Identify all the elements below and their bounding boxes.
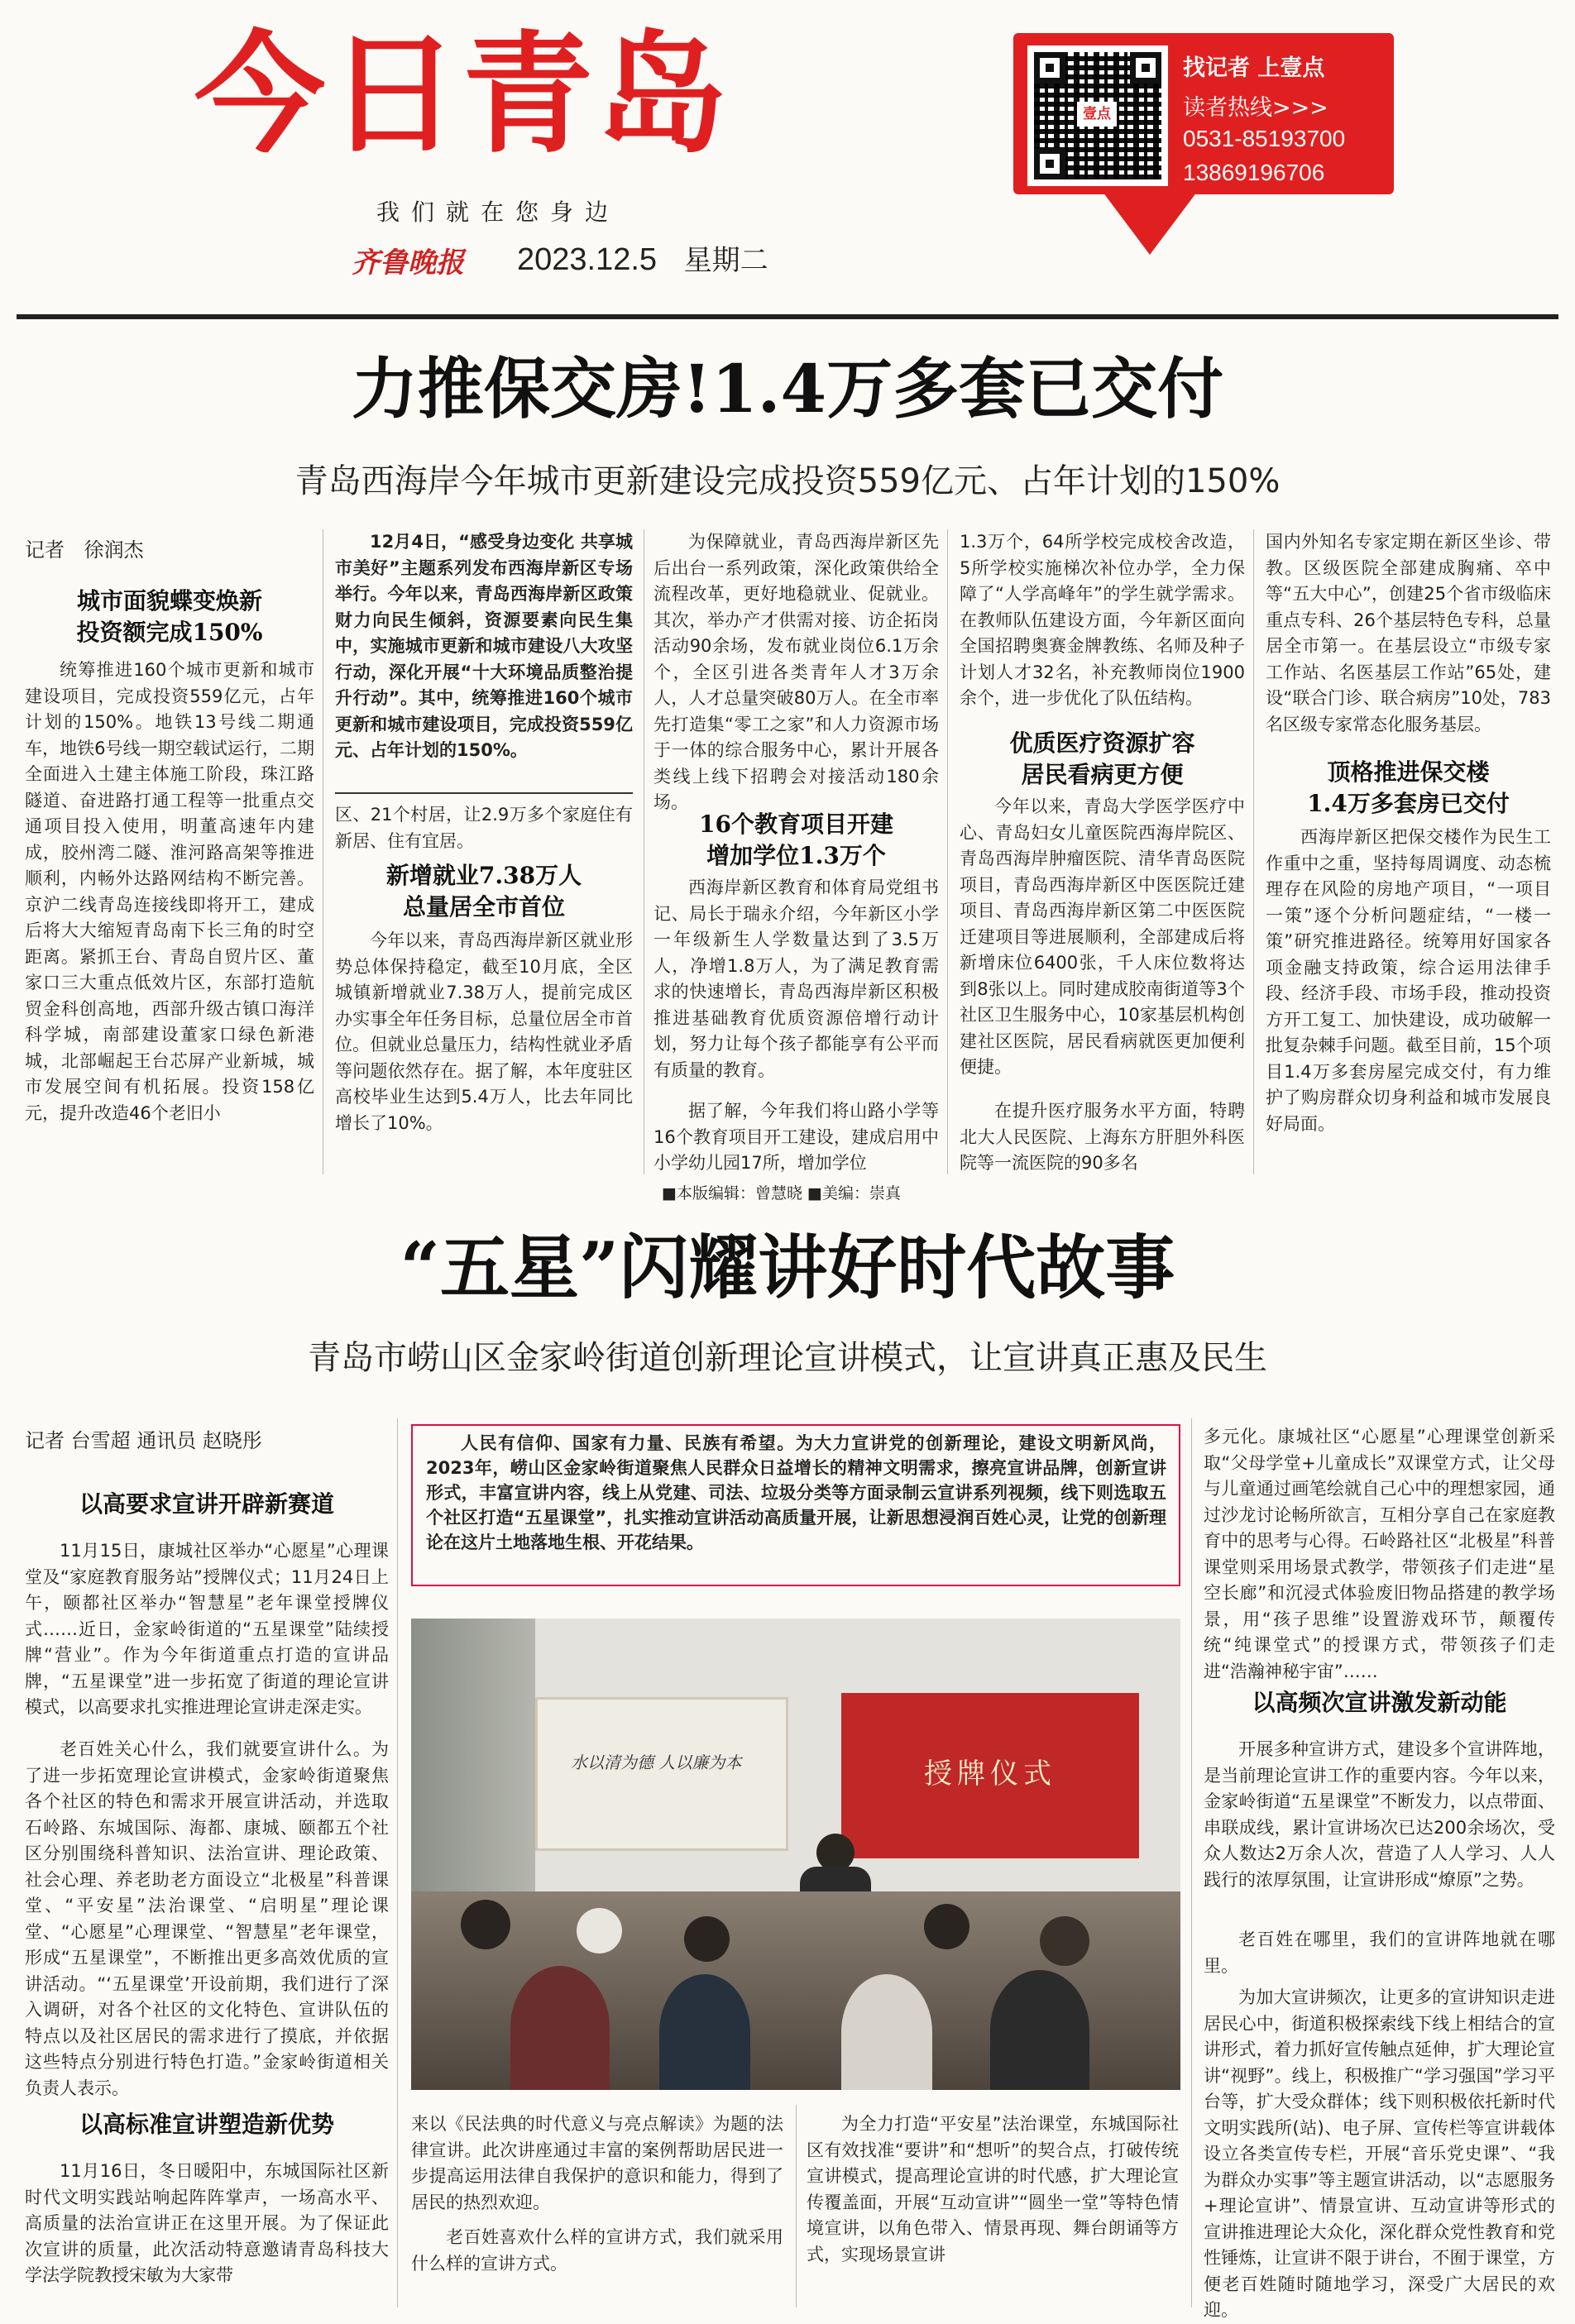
- section-heading: 以高标准宣讲塑造新优势: [79, 2111, 334, 2138]
- article-paragraph: 老百姓在哪里，我们的宣讲阵地就在哪里。: [1204, 1929, 1555, 1976]
- article-paragraph: 老百姓喜欢什么样的宣讲方式，我们就采用什么样的宣讲方式。: [411, 2227, 783, 2274]
- section-heading: 优质医疗资源扩容 居民看病更方便: [1009, 729, 1195, 788]
- page-credits: ■本版编辑：曾慧晓 ■美编：崇真: [662, 1184, 901, 1203]
- column-rule: [1191, 1418, 1192, 2307]
- issue-weekday: 星期二: [683, 244, 768, 277]
- article-paragraph: 11月15日，康城社区举办“心愿星”心理课堂及“家庭教育服务站”授牌仪式；11月24日上午，颐都社区举办“智慧星”老年课堂授牌仪式……近日，金家岭街道的“五星课堂”陆续授牌“营业”。作为今年街道重点打造的宣讲品牌，“五星课堂”进一步拓宽了街道的理论宣讲模式，以高要求扎实推进理论宣讲走深走实。: [25, 1541, 389, 1717]
- article-paragraph: 今年以来，青岛大学医学医疗中心、青岛妇女儿童医院西海岸院区、青岛西海岸肿瘤医院、清华青岛医院项目，青岛西海岸新区中医医院迁建项目、青岛西海岸新区第二中医医院迁建项目等进展顺利，全部建成后将新增床位6400张，千人床位数将达到8张以上。同时建成胶南街道等3个社区卫生服务中心，10家基层机构创建社区医院，居民看病就医更加便利便捷。: [960, 796, 1245, 1077]
- story1-subhead: 青岛西海岸今年城市更新建设完成投资559亿元、占年计划的150%: [294, 462, 1281, 500]
- section-heading: 顶格推进保交楼 1.4万多套房已交付: [1307, 758, 1510, 817]
- article-paragraph: 来以《民法典的时代意义与亮点解读》为题的法律宣讲。此次讲座通过丰富的案例帮助居民进一步提高运用法律自我保护的意识和能力，得到了居民的热烈欢迎。: [411, 2114, 783, 2212]
- article-paragraph: 11月16日，冬日暖阳中，东城国际社区新时代文明实践站响起阵阵掌声，一场高水平、高质量的法治宣讲正在这里开展。为了保证此次宣讲的质量，此次活动特意邀请青岛科技大学法学院教授宋敏为大家带: [25, 2161, 389, 2285]
- story1-byline: [25, 533, 144, 562]
- column-rule: [796, 2105, 797, 2307]
- column-rule: [1253, 529, 1254, 1174]
- masthead-title: 今日青岛: [194, 19, 730, 171]
- article-paragraph: 为保障就业，青岛西海岸新区先后出台一系列政策，深化政策供给全流程改革，更好地稳就业、促就业。其次，举办产才供需对接、访企拓岗活动90余场，发布就业岗位6.1万余个，全区引进各类青年人才3万余人，人才总量突破80万人。在全市率先打造集“零工之家”和人力资源市场于一体的综合服务中心，累计开展各类线上线下招聘会对接活动180余场。: [653, 532, 939, 812]
- section-heading: 新增就业7.38万人 总量居全市首位: [385, 862, 582, 921]
- column-rule: [947, 529, 948, 1174]
- article-paragraph: 在提升医疗服务水平方面，特聘北大人民医院、上海东方肝胆外科医院等一流医院的90多名: [960, 1101, 1245, 1173]
- section-heading: 城市面貌蝶变焕新 投资额完成150%: [76, 587, 263, 646]
- intro-divider: [335, 792, 633, 794]
- contact-box-pointer: [1100, 189, 1199, 255]
- hotline-label: 读者热线>>>: [1183, 95, 1328, 121]
- story1-byline-label: 记者: [25, 538, 65, 562]
- story1-intro: 12月4日，“感受身边变化 共享城市美好”主题系列发布西海岸新区专场举行。今年以来，青岛西海岸新区政策财力向民生倾斜，资源要素向民生集中，实施城市更新和城市建设八大攻坚行动，深化开展“十大环境品质整治提升行动”。其中，统筹推进160个城市更新和城市建设项目，完成投资559亿元、占年计划的150%。: [335, 532, 633, 760]
- projector-screen: [841, 1693, 1139, 1858]
- qr-code[interactable]: [1027, 45, 1168, 186]
- story2-headline: “五星”闪耀讲好时代故事: [400, 1227, 1175, 1308]
- story2-byline: 记者 台雪超 通讯员 赵晓彤: [25, 1429, 262, 1452]
- masthead-divider: [17, 314, 1558, 319]
- article-paragraph: 国内外知名专家定期在新区坐诊、带教。区级医院全部建成胸痛、卒中等“五大中心”，创建25个省市级临床重点专科、26个基层特色专科，总量居全市第一。在基层设立“市级专家工作站、名医基层工作站”65处，建设“联合门诊、联合病房”10处，783名区级专家常态化服务基层。: [1266, 532, 1551, 734]
- article-paragraph: 开展多种宣讲方式，建设多个宣讲阵地，是当前理论宣讲工作的重要内容。今年以来，金家岭街道“五星课堂”不断发力，以点带面、串联成线，累计宣讲场次已达200余场次，受众人数达2万余人次，营造了人人学习、人人践行的浓厚氛围，让宣讲形成“燎原”之势。: [1204, 1739, 1555, 1890]
- story2-lead: 人民有信仰、国家有力量、民族有希望。为大力宣讲党的创新理论，建设文明新风尚，2023年，崂山区金家岭街道聚焦人民群众日益增长的精神文明需求，擦亮宣讲品牌，创新宣讲形式，丰富宣讲内容，线上从党建、司法、垃圾分类等方面录制云宣讲系列视频，线下则选取五个社区打造“五星课堂”，扎实推动宣讲活动高质量开展，让新思想浸润百姓心灵，让党的创新理论在这片土地落地生根、开花结果。: [426, 1433, 1166, 1552]
- event-photo: [411, 1619, 1180, 2090]
- article-paragraph: 西海岸新区教育和体育局党组书记、局长于瑞永介绍，今年新区小学一年级新生人学数量达到了3.5万人，净增1.8万人，为了满足教育需求的快速增长，青岛西海岸新区积极推进基础教育优质资源倍增行动计划，努力让每个孩子都能享有公平而有质量的教育。: [653, 877, 939, 1080]
- article-paragraph: 今年以来，青岛西海岸新区就业形势总体保持稳定，截至10月底，全区城镇新增就业7.38万人，提前完成区办实事全年任务目标，总量位居全市首位。但就业总量压力，结构性就业矛盾等问题依然存在。据了解，本年度驻区高校毕业生达到5.4万人，比去年同比增长了10%。: [335, 930, 633, 1133]
- section-heading: 以高频次宣讲激发新动能: [1252, 1689, 1507, 1716]
- hotline-phone-2: 13869196706: [1183, 160, 1325, 185]
- calligraphy-board: [535, 1697, 788, 1851]
- screen-banner-text: 授牌仪式: [924, 1757, 1056, 1791]
- qr-logo-badge: 壹点: [1077, 102, 1117, 127]
- article-paragraph: 为加大宣讲频次，让更多的宣讲知识走进居民心中，街道积极探索线下线上相结合的宣讲形式，着力抓好宣传触点延伸，扩大理论宣讲“视野”。线上，积极推广“学习强国”学习平台等，扩大受众群体；线下则积极依托新时代文明实践所(站)、电子屏、宣传栏等宣讲载体设立各类宣传专栏，开展“音乐党史课”、“我为群众办实事”等主题宣讲活动，以“志愿服务+理论宣讲”、情景宣讲、互动宣讲等形式的宣讲推进理论大众化，深化群众党性教育和党性锤炼，让宣讲不限于讲台，不囿于课堂，方便老百姓随时随地学习，深受广大居民的欢迎。: [1204, 1987, 1555, 2320]
- article-paragraph: 统筹推进160个城市更新和城市建设项目，完成投资559亿元，占年计划的150%。地铁13号线二期通车，地铁6号线一期空载试运行，二期全面进入土建主体施工阶段，珠江路隧道、奋进路打通工程等一批重点交通项目投入使用，明董高速年内建成，胶州湾二隧、淮河路高架等推进顺利，内畅外达路网结构不断完善。京沪二线青岛连接线即将开工，建成后将大大缩短青岛南下长三角的时空距离。紧抓王台、青岛自贸片区、董家口三大重点低效片区，东部打造航贸金科创高地，西部升级古镇口海洋科学城，南部建设董家口绿色新港城，北部崛起王台芯屏产业新城，城市发展空间有机拓展。投资158亿元，提升改造46个老旧小: [25, 660, 314, 1123]
- calligraphy-text: 水以清为德 人以廉为本: [571, 1753, 742, 1772]
- masthead-slogan: 我们就在您身边: [376, 198, 620, 226]
- story1-headline: 力推保交房!1.4万多套已交付: [351, 350, 1224, 428]
- story2-subhead: 青岛市崂山区金家岭街道创新理论宣讲模式，让宣讲真正惠及民生: [308, 1339, 1267, 1377]
- article-paragraph: 多元化。康城社区“心愿星”心理课堂创新采取“父母学堂+儿童成长”双课堂方式，让父母与儿童通过画笔绘就自己心中的理想家园，通过沙龙讨论畅所欲言，互相分享自己在家庭教育中的思考与心得。石岭路社区“北极星”科普课堂则采用场景式教学，带领孩子们走进“星空长廊”和沉浸式体验废旧物品搭建的教学场景，用“孩子思维”设置游戏环节，颠覆传统“纯课堂式”的授课方式，带领孩子们走进“浩瀚神秘宇宙”……: [1204, 1427, 1555, 1681]
- find-reporter-label: 找记者 上壹点: [1183, 55, 1325, 81]
- article-paragraph: 西海岸新区把保交楼作为民生工作重中之重，坚持每周调度、动态梳理存在风险的房地产项目，“一项目一策”逐个分析问题症结，“一楼一策”研究推进路径。统筹用好国家各项金融支持政策，综合运用法律手段、经济手段、市场手段，推动投资方开工复工、加快建设，成功破解一批复杂棘手问题。截至目前，15个项目1.4万多套房屋完成交付，有力维护了购房群众切身利益和城市发展良好局面。: [1266, 827, 1551, 1134]
- article-paragraph: 老百姓关心什么，我们就要宣讲什么。为了进一步拓宽理论宣讲模式，金家岭街道聚焦各个社区的特色和需求开展宣讲活动，并选取石岭路、东城国际、海都、康城、颐都五个社区分别围绕科普知识、法治宣讲、理论政策、社会心理、养老助老方面设立“北极星”科普课堂、“平安星”法治课堂、“启明星”理论课堂、“心愿星”心理课堂、“智慧星”老年课堂，形成“五星课堂”，不断推出更多高效优质的宣讲活动。“‘五星课堂’开设前期，我们进行了深入调研，对各个社区的文化特色、宣讲队伍的特点以及社区居民的需求进行了摸底，并依据这些特点分别进行特色打造。”金家岭街道相关负责人表示。: [25, 1739, 389, 2098]
- issue-date: [517, 237, 768, 278]
- article-paragraph: 1.3万个，64所学校完成校舍改造，5所学校实施梯次补位办学，全力保障了“人学高峰年”的学生就学需求。在教师队伍建设方面，今年新区面向全国招聘奥赛金牌教练、名师及种子计划人才32名，补充教师岗位1900余个，进一步优化了队伍结构。: [960, 532, 1245, 708]
- article-paragraph: 为全力打造“平安星”法治课堂，东城国际社区有效找准“要讲”和“想听”的契合点，打破传统宣讲模式，提高理论宣讲的时代感，扩大理论宣传覆盖面，开展“互动宣讲”“圆坐一堂”等特色情境宣讲，以角色带入、情景再现、舞台朗诵等方式，实现场景宣讲: [807, 2114, 1179, 2264]
- newspaper-brand: 齐鲁晚报: [352, 246, 464, 280]
- section-heading: 16个教育项目开建 增加学位1.3万个: [699, 811, 893, 869]
- article-paragraph: 据了解，今年我们将山路小学等16个教育项目开工建设，建成启用中小学幼儿园17所，增加学位: [653, 1101, 939, 1173]
- section-heading: 以高要求宣讲开辟新赛道: [79, 1490, 334, 1518]
- column-rule: [397, 1418, 398, 2307]
- hotline-phone-1: 0531-85193700: [1183, 126, 1346, 151]
- story1-byline-name: 徐润杰: [84, 538, 144, 562]
- article-paragraph: 区、21个村居，让2.9万多个家庭住有新居、住有宜居。: [335, 805, 633, 851]
- issue-date-value: 2023.12.5: [517, 242, 658, 277]
